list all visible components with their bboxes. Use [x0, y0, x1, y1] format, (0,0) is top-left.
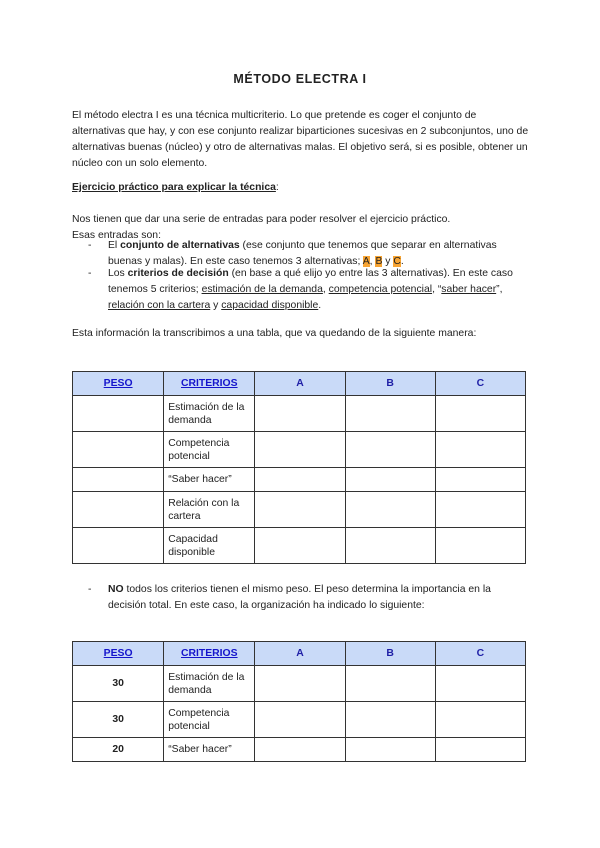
criterion-cell: Estimación de la demanda — [164, 666, 255, 702]
value-cell-b — [345, 702, 435, 738]
value-cell-b — [345, 666, 435, 702]
criterion-term: capacidad disponible — [221, 300, 319, 311]
table-row — [73, 666, 526, 702]
criterion-cell: Relación con la cartera — [164, 492, 255, 528]
alternative-c-highlight: C — [393, 256, 401, 267]
alternative-a-highlight: A — [362, 256, 370, 267]
table-row — [73, 396, 526, 432]
value-cell-a — [255, 738, 345, 762]
peso-cell — [73, 528, 164, 564]
peso-cell — [73, 492, 164, 528]
header-c: C — [435, 642, 525, 666]
page-title: MÉTODO ELECTRA I — [233, 72, 367, 86]
value-cell-c — [435, 702, 525, 738]
value-cell-c — [435, 528, 525, 564]
criterion-term: relación con la cartera — [108, 300, 211, 311]
bullet-text: Los criterios de decisión (en base a qué elijo yo entre las 3 alternativas). En este caso tenemos 5 criterios; estimación de la demanda, competencia potencial, “saber hacer”, relación con la cartera y capacidad disponible. — [108, 268, 513, 311]
table-row — [73, 702, 526, 738]
bold-term: criterios de decisión — [127, 268, 229, 279]
header-c: C — [435, 372, 525, 396]
value-cell-a — [255, 468, 345, 492]
criterion-term: saber hacer — [441, 284, 497, 295]
bold-term: conjunto de alternativas — [120, 240, 240, 251]
value-cell-a — [255, 702, 345, 738]
peso-cell — [73, 432, 164, 468]
value-cell-b — [345, 432, 435, 468]
criterion-cell: Competencia potencial — [164, 432, 255, 468]
table-row — [73, 492, 526, 528]
criterion-cell: Capacidad disponible — [164, 528, 255, 564]
header-peso: PESO — [73, 642, 164, 666]
bullet-text: NO todos los criterios tienen el mismo peso. El peso determina la importancia en la decisión total. En este caso, la organización ha indicado lo siguiente: — [108, 584, 491, 611]
criterion-cell: “Saber hacer” — [164, 738, 255, 762]
table-row — [73, 528, 526, 564]
bold-term: NO — [108, 584, 124, 595]
intro-paragraph: El método electra I es una técnica multicriterio. Lo que pretende es coger el conjunto de alternativas que hay, y con ese conjunto realizar biparticiones sucesivas en 2 subconjuntos, uno de alternativas buenas (núcleo) y otro de alternativas malas. El objetivo será, si es posible, obtener un núcleo con un solo elemento. — [72, 110, 529, 169]
criteria-table-weighted — [72, 641, 526, 762]
header-b: B — [345, 642, 435, 666]
inputs-intro-line: Nos tienen que dar una serie de entradas para poder resolver el ejercicio práctico. — [72, 214, 451, 225]
table-row — [73, 432, 526, 468]
value-cell-c — [435, 738, 525, 762]
table-row — [73, 468, 526, 492]
value-cell-c — [435, 666, 525, 702]
value-cell-c — [435, 492, 525, 528]
peso-cell: 20 — [73, 738, 164, 762]
value-cell-a — [255, 492, 345, 528]
criterion-cell: Competencia potencial — [164, 702, 255, 738]
header-a: A — [255, 372, 345, 396]
header-criterios: CRITERIOS — [164, 372, 255, 396]
peso-cell: 30 — [73, 702, 164, 738]
header-peso: PESO — [73, 372, 164, 396]
value-cell-a — [255, 666, 345, 702]
criterion-cell: “Saber hacer” — [164, 468, 255, 492]
inputs-intro-line-2: Esas entradas son: — [72, 230, 161, 241]
value-cell-c — [435, 468, 525, 492]
criterion-term: competencia potencial — [328, 284, 433, 295]
bullet-dash: - — [88, 584, 92, 595]
criterion-cell: Estimación de la demanda — [164, 396, 255, 432]
table-header-row — [73, 372, 526, 396]
peso-cell — [73, 396, 164, 432]
value-cell-c — [435, 396, 525, 432]
peso-cell: 30 — [73, 666, 164, 702]
bullet-dash: - — [88, 240, 92, 251]
bullet-dash: - — [88, 268, 92, 279]
exercise-heading-colon: : — [275, 182, 279, 193]
header-b: B — [345, 372, 435, 396]
value-cell-a — [255, 432, 345, 468]
value-cell-a — [255, 396, 345, 432]
table-header-row — [73, 642, 526, 666]
table-row — [73, 738, 526, 762]
value-cell-b — [345, 492, 435, 528]
value-cell-b — [345, 528, 435, 564]
transcription-line: Esta información la transcribimos a una tabla, que va quedando de la siguiente manera: — [72, 328, 477, 339]
exercise-heading — [72, 180, 532, 196]
bullet-text: El conjunto de alternativas (ese conjunto que tenemos que separar en alternativas buenas y malas). En este caso tenemos 3 alternativas; A, B y C. — [108, 240, 497, 267]
value-cell-b — [345, 396, 435, 432]
criteria-table-empty — [72, 371, 526, 564]
header-a: A — [255, 642, 345, 666]
header-criterios: CRITERIOS — [164, 642, 255, 666]
exercise-heading-text: Ejercicio práctico para explicar la técnica — [72, 182, 276, 193]
value-cell-b — [345, 738, 435, 762]
value-cell-c — [435, 432, 525, 468]
peso-cell — [73, 468, 164, 492]
alternative-b-highlight: B — [375, 256, 383, 267]
value-cell-b — [345, 468, 435, 492]
criterion-term: estimación de la demanda — [201, 284, 323, 295]
value-cell-a — [255, 528, 345, 564]
